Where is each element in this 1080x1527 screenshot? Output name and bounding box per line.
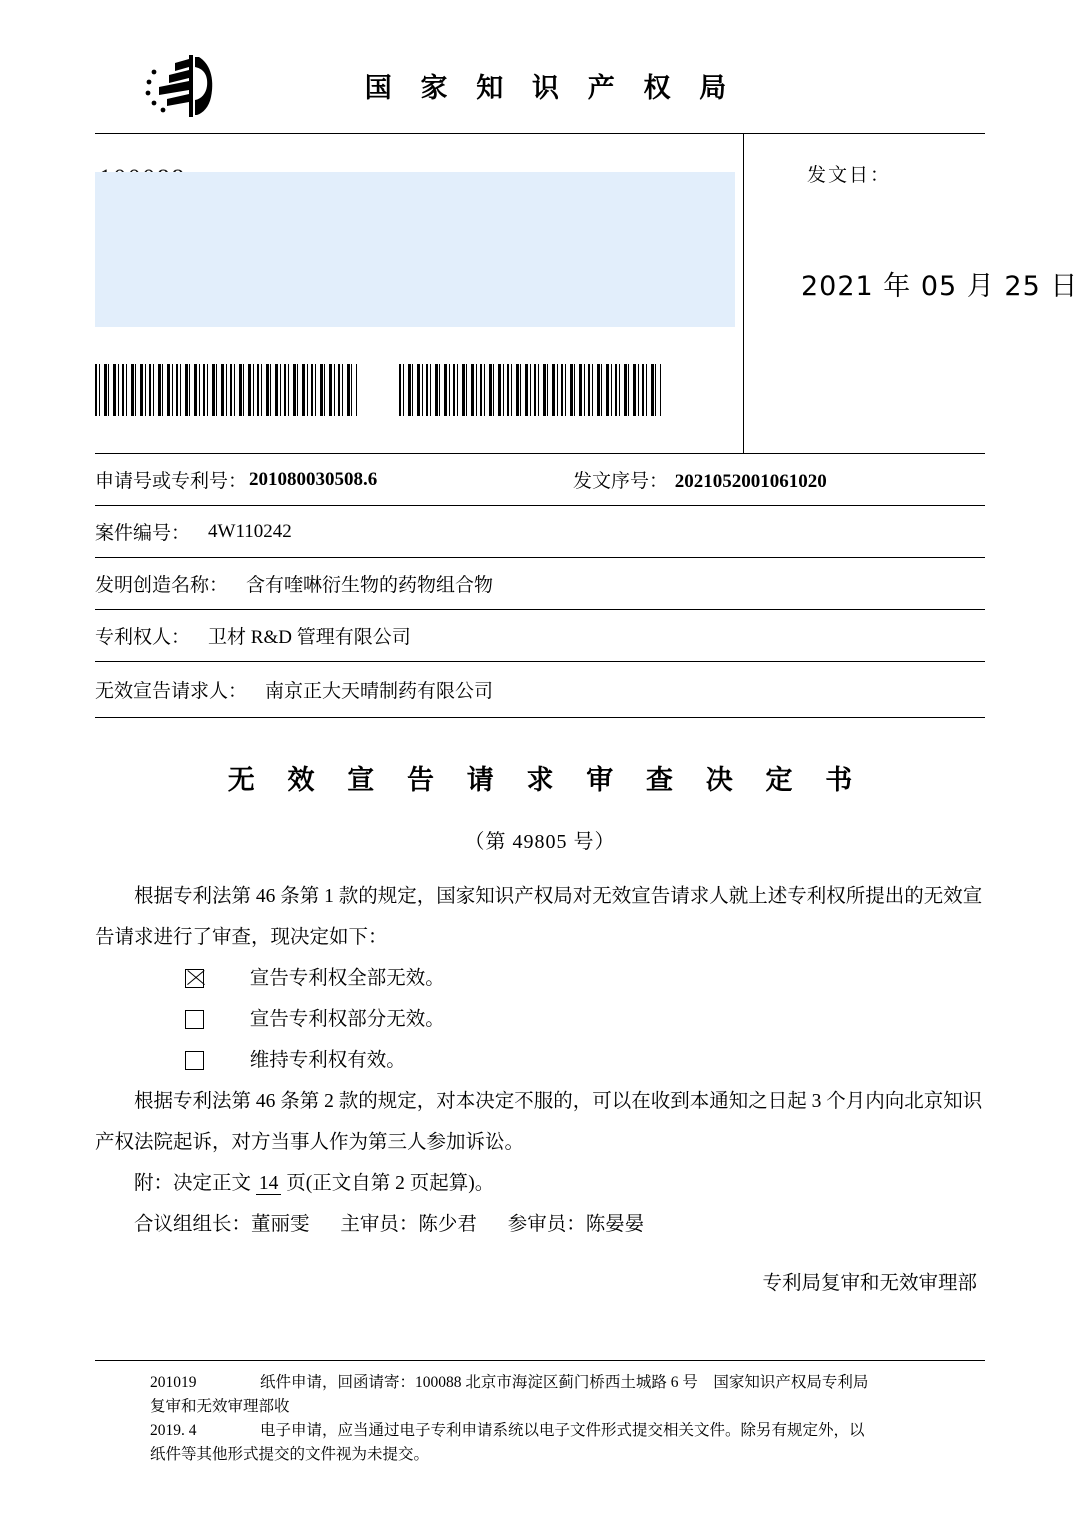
document-header: [95, 0, 985, 133]
issue-date-value: 2021 年 05 月 25 日: [801, 271, 1079, 302]
footer-line-1b: 复审和无效审理部收: [150, 1398, 290, 1415]
petitioner-label: 无效宣告请求人：: [95, 681, 248, 702]
serial-no-label: 发文序号：: [573, 471, 669, 492]
row-application-number: [95, 454, 985, 506]
footer-line-1-text: 纸件申请，回函请寄：100088 北京市海淀区蓟门桥西土城路 6 号 国家知识产权局专利局: [260, 1374, 869, 1391]
barcode-right: [399, 364, 661, 416]
paragraph-legal-basis-1: 根据专利法第 46 条第 1 款的规定，国家知识产权局对无效宣告请求人就上述专利权所提出的无效宣告请求进行了审查，现决定如下：: [95, 886, 983, 948]
document-footer: [95, 1360, 985, 1467]
invention-label: 发明创造名称：: [95, 575, 229, 596]
option-label-invalidate-partial: 宣告专利权部分无效。: [249, 1009, 445, 1030]
option-label-maintain-valid: 维持专利权有效。: [249, 1050, 406, 1071]
checkbox-empty-icon[interactable]: [185, 1051, 204, 1070]
option-invalidate-all[interactable]: [95, 958, 985, 999]
serial-no-group: [573, 466, 827, 493]
panel-chair: 合议组组长：董丽雯: [134, 1214, 310, 1235]
barcode-left: [95, 364, 357, 416]
footer-code-1: 201019: [150, 1374, 197, 1391]
patentee-label: 专利权人：: [95, 627, 191, 648]
row-case-number: [95, 506, 985, 558]
petitioner-value: 南京正大天晴制药有限公司: [265, 681, 494, 702]
checkbox-empty-icon[interactable]: [185, 1010, 204, 1029]
issuing-department: 专利局复审和无效审理部: [762, 1273, 977, 1294]
attachment-page-count: 14: [256, 1173, 282, 1195]
row-petitioner: [95, 662, 985, 718]
application-no-label: 申请号或专利号：: [95, 471, 248, 492]
option-maintain-valid[interactable]: [95, 1040, 985, 1081]
barcode-group: [95, 364, 735, 416]
attachment-suffix: 页(正文自第 2 页起算)。: [286, 1173, 495, 1194]
application-no-value: 201080030508.6: [249, 468, 378, 490]
footer-line-2: [150, 1419, 985, 1443]
paragraph-panel: [95, 1204, 985, 1245]
row-invention-title: [95, 558, 985, 610]
org-title: 国 家 知 识 产 权 局: [364, 73, 738, 103]
page-title: 无 效 宣 告 请 求 审 查 决 定 书: [227, 765, 866, 795]
panel-member: 参审员：陈晏晏: [507, 1214, 645, 1235]
case-no-value: 4W110242: [208, 520, 292, 542]
checkbox-checked-icon[interactable]: [185, 969, 204, 988]
issue-date-label: 发文日：: [807, 165, 892, 186]
patentee-value: 卫材 R&D 管理有限公司: [208, 627, 411, 648]
paragraph-attachment: [95, 1163, 985, 1204]
serial-no-value: 2021052001061020: [674, 471, 827, 492]
footer-text-block: [95, 1371, 985, 1467]
paragraph-legal-basis-2: 根据专利法第 46 条第 2 款的规定，对本决定不服的，可以在收到本通知之日起 3 个月内向北京知识产权法院起诉，对方当事人作为第三人参加诉讼。: [95, 1091, 983, 1153]
top-block-vertical-divider: [743, 134, 744, 453]
footer-line-2-text: 电子申请，应当通过电子专利申请系统以电子文件形式提交相关文件。除另有规定外，以: [260, 1422, 865, 1439]
attachment-prefix: 附：决定正文: [134, 1173, 252, 1194]
case-no-label: 案件编号：: [95, 523, 191, 544]
footer-line-2b: 纸件等其他形式提交的文件视为未提交。: [150, 1446, 430, 1463]
option-invalidate-partial[interactable]: [95, 999, 985, 1040]
decision-number: （第 49805 号）: [464, 831, 616, 853]
option-label-invalidate-all: 宣告专利权全部无效。: [249, 968, 445, 989]
cnipa-logo-icon: [145, 53, 237, 119]
footer-line-1: [150, 1371, 985, 1395]
footer-divider: [95, 1360, 985, 1361]
row-patentee: [95, 610, 985, 662]
top-info-block: [95, 134, 1079, 454]
invention-value: 含有喹啉衍生物的药物组合物: [246, 575, 494, 596]
panel-examiner: 主审员：陈少君: [340, 1214, 477, 1235]
redaction-overlay: [95, 172, 735, 327]
document-body: [95, 876, 985, 1304]
footer-code-2: 2019. 4: [150, 1422, 197, 1439]
